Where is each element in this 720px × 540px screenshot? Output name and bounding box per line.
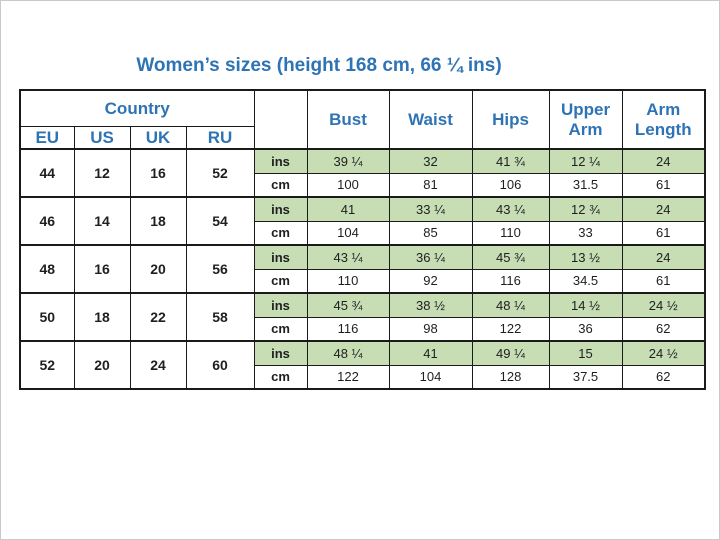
- cm-value-cell: 106: [472, 173, 549, 197]
- size-cell: 20: [74, 341, 130, 389]
- size-cell: 18: [74, 293, 130, 341]
- unit-label-ins: ins: [254, 245, 307, 269]
- cm-value-cell: 31.5: [549, 173, 622, 197]
- cm-value-cell: 122: [307, 365, 389, 389]
- ins-row: [20, 245, 705, 269]
- ins-value-cell: 32: [389, 149, 472, 173]
- ins-row: [20, 149, 705, 173]
- unit-label-ins: ins: [254, 149, 307, 173]
- ins-value-cell: 36 ¼: [389, 245, 472, 269]
- cm-value-cell: 100: [307, 173, 389, 197]
- cm-value-cell: 37.5: [549, 365, 622, 389]
- size-cell: 52: [186, 149, 254, 197]
- cm-value-cell: 104: [389, 365, 472, 389]
- column-header-eu: EU: [20, 126, 74, 149]
- cm-value-cell: 62: [622, 365, 705, 389]
- size-cell: 18: [130, 197, 186, 245]
- cm-value-cell: 61: [622, 269, 705, 293]
- column-header-arm-length: Arm Length: [622, 90, 705, 149]
- cm-value-cell: 104: [307, 221, 389, 245]
- cm-value-cell: 110: [307, 269, 389, 293]
- size-cell: 22: [130, 293, 186, 341]
- size-cell: 52: [20, 341, 74, 389]
- ins-value-cell: 39 ¼: [307, 149, 389, 173]
- cm-value-cell: 128: [472, 365, 549, 389]
- cm-value-cell: 122: [472, 317, 549, 341]
- cm-value-cell: 92: [389, 269, 472, 293]
- size-cell: 14: [74, 197, 130, 245]
- cm-value-cell: 34.5: [549, 269, 622, 293]
- cm-value-cell: 98: [389, 317, 472, 341]
- ins-row: [20, 341, 705, 365]
- ins-value-cell: 14 ½: [549, 293, 622, 317]
- size-cell: 46: [20, 197, 74, 245]
- page-title: Women’s sizes (height 168 cm, 66 ¼ ins): [136, 55, 502, 76]
- ins-value-cell: 12 ¾: [549, 197, 622, 221]
- cm-value-cell: 85: [389, 221, 472, 245]
- ins-value-cell: 24 ½: [622, 293, 705, 317]
- unit-label-ins: ins: [254, 293, 307, 317]
- size-table-body: [20, 149, 705, 389]
- size-cell: 58: [186, 293, 254, 341]
- ins-value-cell: 24 ½: [622, 341, 705, 365]
- cm-value-cell: 61: [622, 173, 705, 197]
- size-cell: 56: [186, 245, 254, 293]
- unit-label-cm: cm: [254, 221, 307, 245]
- cm-value-cell: 110: [472, 221, 549, 245]
- unit-label-cm: cm: [254, 317, 307, 341]
- column-header-hips: Hips: [472, 90, 549, 149]
- ins-value-cell: 48 ¼: [307, 341, 389, 365]
- column-header-us: US: [74, 126, 130, 149]
- column-header-bust: Bust: [307, 90, 389, 149]
- size-cell: 50: [20, 293, 74, 341]
- column-header-waist: Waist: [389, 90, 472, 149]
- ins-value-cell: 38 ½: [389, 293, 472, 317]
- unit-label-cm: cm: [254, 365, 307, 389]
- size-cell: 16: [74, 245, 130, 293]
- size-cell: 16: [130, 149, 186, 197]
- ins-value-cell: 43 ¼: [307, 245, 389, 269]
- cm-value-cell: 81: [389, 173, 472, 197]
- cm-value-cell: 33: [549, 221, 622, 245]
- cm-value-cell: 116: [307, 317, 389, 341]
- unit-column-header: [254, 90, 307, 149]
- ins-value-cell: 49 ¼: [472, 341, 549, 365]
- ins-row: [20, 293, 705, 317]
- size-cell: 20: [130, 245, 186, 293]
- cm-value-cell: 36: [549, 317, 622, 341]
- cm-value-cell: 61: [622, 221, 705, 245]
- header-row-country: [20, 90, 705, 126]
- ins-value-cell: 33 ¼: [389, 197, 472, 221]
- ins-value-cell: 24: [622, 149, 705, 173]
- country-header: Country: [20, 90, 254, 126]
- size-cell: 12: [74, 149, 130, 197]
- ins-value-cell: 24: [622, 197, 705, 221]
- unit-label-ins: ins: [254, 197, 307, 221]
- size-cell: 60: [186, 341, 254, 389]
- ins-value-cell: 41: [389, 341, 472, 365]
- ins-value-cell: 15: [549, 341, 622, 365]
- size-cell: 44: [20, 149, 74, 197]
- ins-value-cell: 41 ¾: [472, 149, 549, 173]
- column-header-upper-arm: Upper Arm: [549, 90, 622, 149]
- size-table: [19, 89, 706, 390]
- ins-value-cell: 12 ¼: [549, 149, 622, 173]
- ins-value-cell: 45 ¾: [307, 293, 389, 317]
- ins-value-cell: 48 ¼: [472, 293, 549, 317]
- column-header-uk: UK: [130, 126, 186, 149]
- ins-value-cell: 45 ¾: [472, 245, 549, 269]
- cm-value-cell: 116: [472, 269, 549, 293]
- size-cell: 48: [20, 245, 74, 293]
- unit-label-ins: ins: [254, 341, 307, 365]
- cm-value-cell: 62: [622, 317, 705, 341]
- size-cell: 54: [186, 197, 254, 245]
- ins-row: [20, 197, 705, 221]
- ins-value-cell: 13 ½: [549, 245, 622, 269]
- column-header-ru: RU: [186, 126, 254, 149]
- unit-label-cm: cm: [254, 269, 307, 293]
- ins-value-cell: 41: [307, 197, 389, 221]
- size-cell: 24: [130, 341, 186, 389]
- unit-label-cm: cm: [254, 173, 307, 197]
- ins-value-cell: 24: [622, 245, 705, 269]
- ins-value-cell: 43 ¼: [472, 197, 549, 221]
- table-header: [20, 90, 705, 149]
